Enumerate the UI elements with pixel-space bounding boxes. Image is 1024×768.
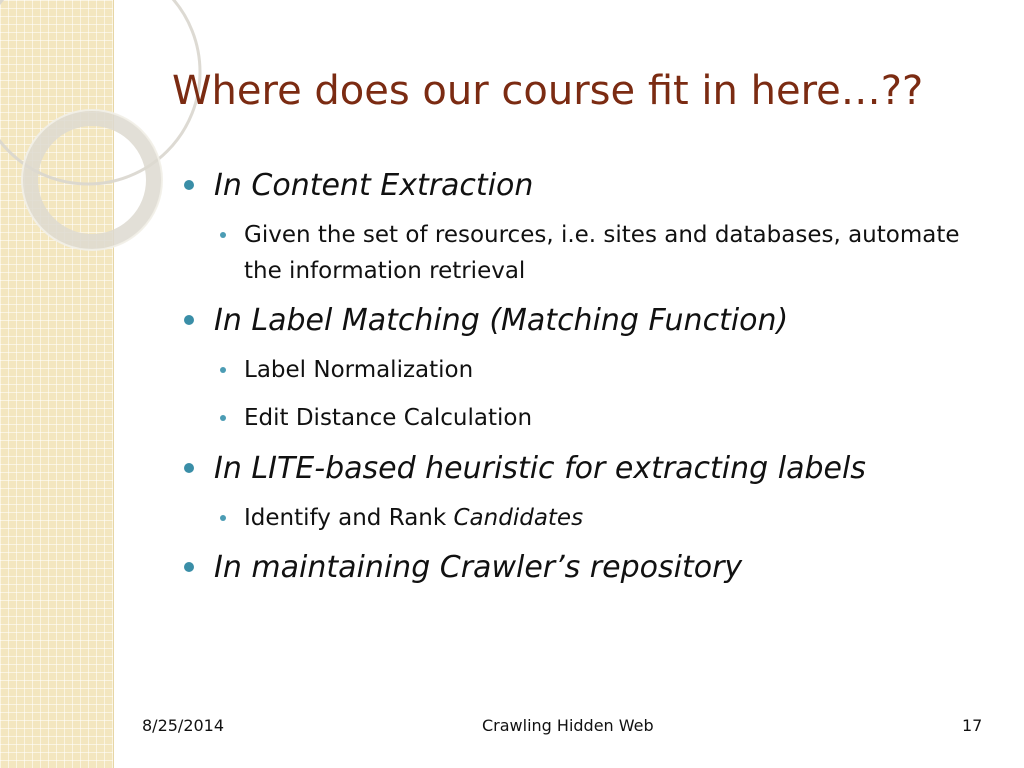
sub-bullet-dot-icon	[220, 515, 226, 521]
bullet-text: In Label Matching (Matching Function)	[214, 303, 789, 339]
footer-title: Crawling Hidden Web	[482, 716, 654, 735]
bullet-item	[182, 550, 982, 586]
sub-bullet-text: Identify and Rank	[244, 504, 454, 531]
bullet-list	[182, 168, 982, 602]
footer-page-number: 17	[962, 716, 983, 735]
sub-bullet-item	[182, 218, 982, 289]
bullet-item	[182, 303, 982, 339]
bullet-item	[182, 168, 982, 204]
bullet-dot-icon	[184, 562, 194, 572]
bullet-dot-icon	[184, 315, 194, 325]
sub-bullet-item	[182, 401, 982, 437]
bullet-text: In LITE-based heuristic for extracting labels	[214, 450, 866, 486]
sub-bullet-dot-icon	[220, 415, 226, 421]
sub-bullet-dot-icon	[220, 367, 226, 373]
sub-bullet-text: Edit Distance Calculation	[244, 404, 533, 431]
bullet-item	[182, 451, 982, 487]
bullet-dot-icon	[184, 463, 194, 473]
footer-date: 8/25/2014	[142, 716, 225, 735]
sub-bullet-dot-icon	[220, 232, 226, 238]
sub-bullet-text: Given the set of resources, i.e. sites and databases, automate the information retrieval	[244, 222, 960, 284]
side-panel-pattern	[0, 0, 114, 768]
bullet-dot-icon	[184, 180, 194, 190]
sub-bullet-item	[182, 501, 982, 537]
sub-bullet-emphasis: Candidates	[453, 504, 584, 531]
sub-bullet-item	[182, 353, 982, 389]
bullet-text: In Content Extraction	[214, 168, 534, 203]
bullet-text: In maintaining Crawler’s repository	[214, 550, 743, 586]
slide-title: Where does our course fit in here…??	[172, 68, 924, 114]
sub-bullet-text: Label Normalization	[244, 357, 474, 384]
